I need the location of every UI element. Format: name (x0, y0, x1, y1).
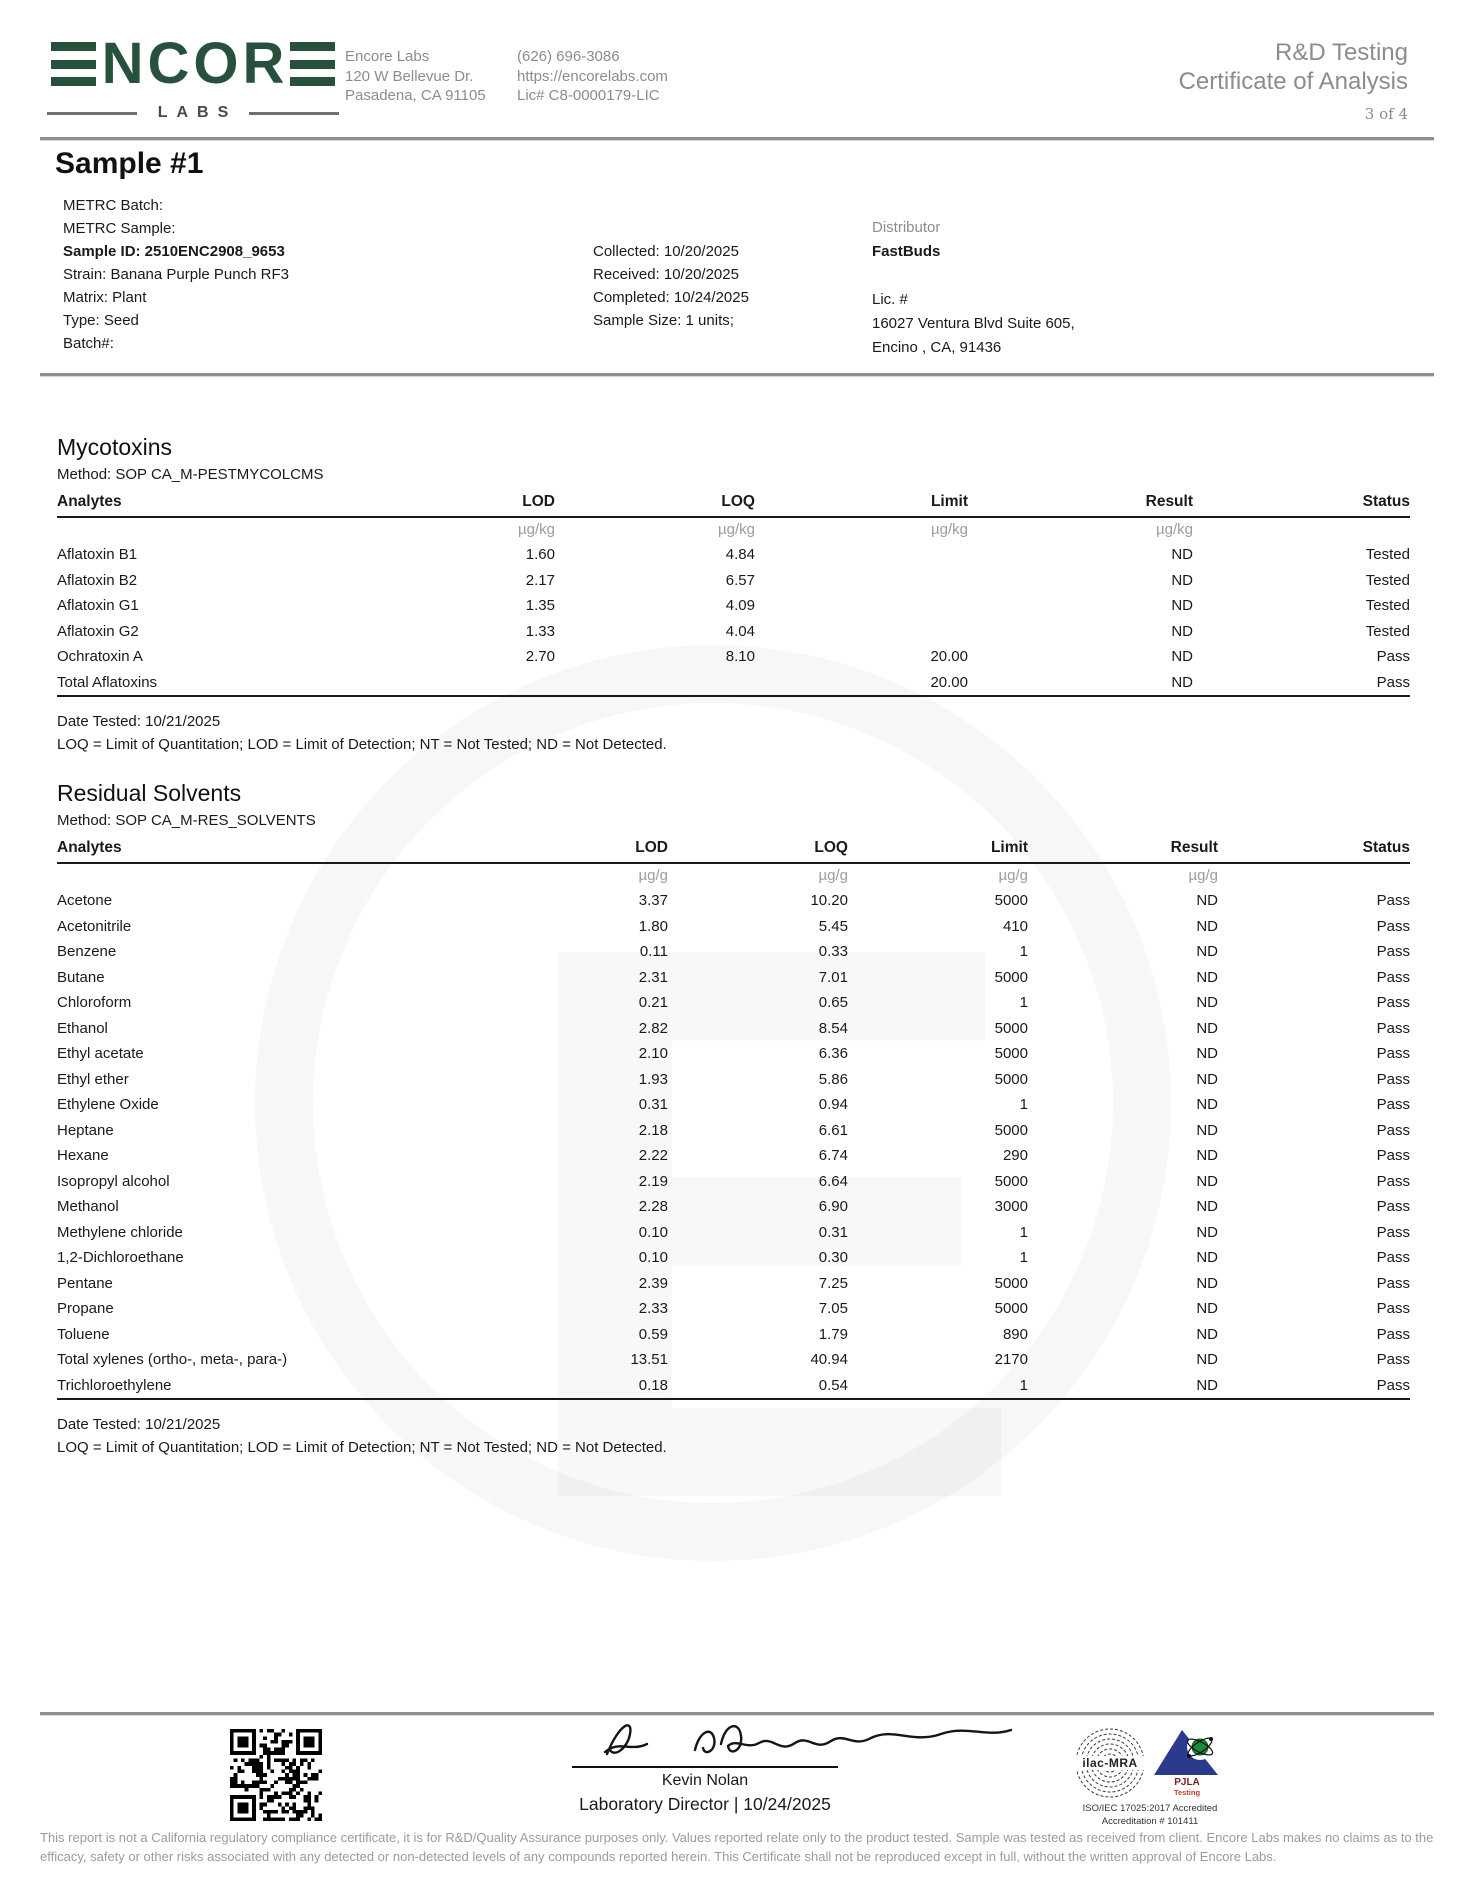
cell-lod: 1.33 (525, 622, 555, 640)
logo-labs-row (47, 104, 339, 122)
encore-labs-logo (47, 31, 339, 122)
cell-loq: 0.94 (818, 1096, 848, 1113)
cell-limit: 5000 (994, 968, 1028, 986)
table-row (57, 1092, 1410, 1118)
cell-limit: 5000 (994, 1019, 1028, 1037)
cell-limit: 1 (1019, 943, 1028, 960)
cell-loq: 4.09 (725, 597, 755, 614)
cell-status: Pass (1376, 1274, 1410, 1292)
cell-lod: 2.10 (638, 1045, 668, 1062)
table-row (57, 939, 1410, 965)
cell-result: ND (1171, 648, 1193, 665)
cell-status: Pass (1376, 1019, 1410, 1037)
sample-field: Sample ID: 2510ENC2908_9653 (63, 243, 285, 260)
distributor-block (872, 216, 1075, 360)
cell-loq: 0.30 (818, 1249, 848, 1266)
cell-status: Pass (1376, 917, 1410, 935)
table-row (57, 990, 1410, 1016)
cell-loq: 0.33 (818, 943, 848, 960)
residual-solvents-title: Residual Solvents (57, 780, 242, 806)
report-titles (1179, 38, 1408, 123)
table-row (57, 619, 1410, 645)
col-analytes: Analytes (57, 492, 307, 517)
cell-lod: 2.28 (638, 1198, 668, 1215)
cell-limit (755, 593, 968, 619)
cell-lod: 2.18 (638, 1121, 668, 1139)
logo-labs-text: LABS (157, 104, 238, 121)
cell-result: ND (1196, 1172, 1218, 1190)
cell-loq: 0.54 (818, 1376, 848, 1394)
col-status: Status (1193, 492, 1410, 517)
report-title: Certificate of Analysis (1178, 68, 1408, 95)
cell-status: Tested (1365, 571, 1410, 589)
cell-result: ND (1196, 1198, 1218, 1215)
cell-analyte: Pentane (57, 1274, 113, 1292)
cell-status: Pass (1376, 1147, 1410, 1164)
sample-field: METRC Batch: (63, 197, 164, 214)
pjla-label: PJLA (1174, 1777, 1200, 1788)
cell-analyte: Aflatoxin B2 (57, 571, 138, 589)
col-loq: LOQ (668, 838, 848, 863)
cell-limit: 5000 (994, 1274, 1028, 1292)
cell-analyte: Ochratoxin A (57, 648, 143, 665)
cell-limit: 3000 (994, 1198, 1028, 1215)
col-result: Result (968, 492, 1193, 517)
cell-lod: 2.17 (525, 571, 555, 589)
sample-field: Type: Seed (63, 312, 139, 329)
cell-lod: 2.22 (638, 1147, 668, 1164)
cell-analyte: Butane (57, 968, 105, 986)
cell-lod: 1.35 (525, 597, 555, 614)
table-header-row (57, 838, 1410, 863)
mycotoxins-section (57, 434, 1410, 756)
sample-field: Received: 10/20/2025 (593, 266, 739, 283)
table-row (57, 593, 1410, 619)
cell-loq: 6.64 (818, 1172, 848, 1190)
signature (575, 1710, 1025, 1768)
sample-field: Matrix: Plant (63, 289, 147, 306)
unit-limit: µg/g (998, 867, 1028, 884)
col-limit: Limit (848, 838, 1028, 863)
lab-address-line1: 120 W Bellevue Dr. (345, 67, 474, 85)
legend: LOQ = Limit of Quantitation; LOD = Limit of Detection; NT = Not Tested; ND = Not Detected. (57, 1439, 667, 1456)
sample-field: Collected: 10/20/2025 (593, 243, 739, 260)
residual-solvents-method: Method: SOP CA_M-RES_SOLVENTS (57, 812, 316, 829)
distributor-field: 16027 Ventura Blvd Suite 605, (872, 315, 1075, 332)
col-analytes: Analytes (57, 838, 487, 863)
cell-result: ND (1196, 968, 1218, 986)
cell-analyte: Chloroform (57, 994, 132, 1011)
cell-result: ND (1196, 1147, 1218, 1164)
mycotoxins-notes (57, 710, 1410, 756)
cell-status: Tested (1365, 597, 1410, 614)
table-row (57, 1373, 1410, 1400)
cell-lod: 1.80 (638, 917, 668, 935)
sample-field: Completed: 10/24/2025 (593, 289, 749, 306)
page-number: 3 of 4 (1364, 105, 1408, 123)
mycotoxins-table (57, 492, 1410, 697)
signer-title: Laboratory Director | 10/24/2025 (579, 1794, 831, 1814)
cell-lod (307, 670, 555, 697)
table-row (57, 888, 1410, 914)
signer-name: Kevin Nolan (661, 1772, 749, 1789)
cell-status: Pass (1376, 1096, 1410, 1113)
table-row (57, 644, 1410, 670)
cell-lod: 0.11 (639, 943, 668, 960)
cell-loq: 7.05 (818, 1300, 848, 1317)
cell-limit: 1 (1019, 1223, 1028, 1241)
cell-result: ND (1196, 1300, 1218, 1317)
cell-limit: 2170 (994, 1351, 1028, 1368)
cell-lod: 2.70 (525, 648, 555, 665)
cell-result: ND (1196, 1223, 1218, 1241)
sample-fields-dates (593, 240, 749, 332)
cell-limit (755, 542, 968, 568)
cell-status: Pass (1376, 968, 1410, 986)
lab-name: Encore Labs (345, 48, 430, 65)
cell-lod: 0.59 (638, 1325, 668, 1343)
cell-limit: 20.00 (930, 673, 968, 691)
cell-status: Pass (1376, 943, 1410, 960)
cell-status: Pass (1376, 1351, 1410, 1368)
cell-status: Pass (1376, 1300, 1410, 1317)
header-divider (40, 137, 1434, 141)
residual-solvents-section (57, 780, 1410, 1459)
lab-address-line2: Pasadena, CA 91105 (345, 87, 486, 104)
iso-accredited-line: ISO/IEC 17025:2017 Accredited (1082, 1803, 1218, 1814)
cell-status: Pass (1376, 1121, 1410, 1139)
table-row (57, 1347, 1410, 1373)
table-row (57, 1143, 1410, 1169)
ilac-mra-label: ilac-MRA (1074, 1756, 1146, 1770)
cell-status: Pass (1376, 892, 1410, 909)
lab-address-block (345, 47, 486, 106)
cell-result: ND (1196, 1045, 1218, 1062)
lab-contact-block (517, 47, 668, 106)
cell-analyte: Aflatoxin B1 (57, 546, 138, 563)
date-tested: Date Tested: 10/21/2025 (57, 1416, 221, 1433)
cell-result: ND (1171, 622, 1193, 640)
col-lod: LOD (307, 492, 555, 517)
table-row (57, 1169, 1410, 1195)
cell-analyte: Aflatoxin G2 (57, 622, 139, 640)
distributor-field: FastBuds (872, 243, 941, 260)
col-limit: Limit (755, 492, 968, 517)
cell-status: Pass (1376, 648, 1410, 665)
cell-status: Pass (1376, 994, 1410, 1011)
cell-result: ND (1196, 1351, 1218, 1368)
cell-limit: 290 (1002, 1147, 1028, 1164)
distributor-field: Distributor (872, 219, 941, 236)
cell-limit: 5000 (994, 1172, 1028, 1190)
cell-status: Pass (1376, 1070, 1410, 1088)
unit-result: µg/kg (1156, 521, 1193, 538)
cell-loq: 6.57 (725, 571, 755, 589)
distributor-field: Lic. # (872, 291, 908, 308)
cell-loq: 4.84 (725, 546, 755, 563)
col-loq: LOQ (555, 492, 755, 517)
cell-loq: 0.31 (818, 1223, 848, 1241)
table-row (57, 1041, 1410, 1067)
cell-lod: 0.10 (638, 1223, 668, 1241)
cell-loq: 7.25 (818, 1274, 848, 1292)
cell-limit (755, 619, 968, 645)
cell-limit: 5000 (994, 1121, 1028, 1139)
cell-loq: 1.79 (818, 1325, 848, 1343)
table-row (57, 1245, 1410, 1271)
cell-analyte: Ethyl ether (57, 1070, 129, 1088)
accreditation-text (1066, 1802, 1234, 1828)
cell-result: ND (1196, 892, 1218, 909)
cell-loq: 8.54 (818, 1019, 848, 1037)
cell-loq: 6.36 (818, 1045, 848, 1062)
table-row (57, 1296, 1410, 1322)
cell-analyte: Hexane (57, 1147, 109, 1164)
lab-license: Lic# C8-0000179-LIC (517, 87, 660, 104)
cell-analyte: 1,2-Dichloroethane (57, 1249, 184, 1266)
col-result: Result (1028, 838, 1218, 863)
sample-title: Sample #1 (55, 147, 204, 180)
cell-status: Pass (1376, 1249, 1410, 1266)
cell-analyte: Total Aflatoxins (57, 673, 158, 691)
cell-lod: 0.21 (638, 994, 668, 1011)
cell-result: ND (1196, 917, 1218, 935)
mycotoxins-title: Mycotoxins (57, 434, 173, 460)
cell-limit: 1 (1019, 1376, 1028, 1394)
cell-limit: 5000 (994, 1070, 1028, 1088)
cell-loq: 4.04 (725, 622, 755, 640)
cell-limit (755, 568, 968, 594)
logo-rule-left (47, 112, 137, 115)
col-status: Status (1218, 838, 1410, 863)
lab-phone: (626) 696-3086 (517, 48, 620, 65)
cell-result: ND (1196, 1325, 1218, 1343)
cell-limit: 1 (1019, 1249, 1028, 1266)
logo-rule-right (249, 112, 339, 115)
cell-result: ND (1196, 994, 1218, 1011)
ilac-mra-badge (1074, 1727, 1146, 1799)
pjla-badge (1148, 1727, 1226, 1799)
unit-limit: µg/kg (931, 521, 968, 538)
cell-limit: 410 (1002, 917, 1028, 935)
signature-line (572, 1766, 838, 1768)
table-row (57, 1016, 1410, 1042)
cell-result: ND (1196, 1019, 1218, 1037)
cell-limit: 5000 (994, 1045, 1028, 1062)
cell-lod: 2.33 (638, 1300, 668, 1317)
legend: LOQ = Limit of Quantitation; LOD = Limit of Detection; NT = Not Tested; ND = Not Detected. (57, 736, 667, 753)
cell-loq: 10.20 (810, 892, 848, 909)
cell-loq: 6.74 (818, 1147, 848, 1164)
cell-result: ND (1196, 1121, 1218, 1139)
cell-analyte: Methanol (57, 1198, 119, 1215)
cell-loq: 5.45 (818, 917, 848, 935)
cell-result: ND (1196, 1376, 1218, 1394)
date-tested: Date Tested: 10/21/2025 (57, 713, 221, 730)
distributor-field: Encino , CA, 91436 (872, 339, 1002, 356)
qr-code (230, 1729, 322, 1821)
cell-result: ND (1196, 943, 1218, 960)
table-row (57, 914, 1410, 940)
table-row (57, 965, 1410, 991)
cell-loq: 6.90 (818, 1198, 848, 1215)
cell-limit: 5000 (994, 892, 1028, 909)
residual-solvents-table (57, 838, 1410, 1400)
cell-limit: 5000 (994, 1300, 1028, 1317)
units-row (57, 517, 1410, 542)
sample-field: Sample Size: 1 units; (593, 312, 734, 329)
cell-analyte: Isopropyl alcohol (57, 1172, 170, 1190)
cell-analyte: Ethylene Oxide (57, 1096, 159, 1113)
units-row (57, 863, 1410, 888)
table-row (57, 1067, 1410, 1093)
cell-lod: 0.18 (638, 1376, 668, 1394)
disclaimer-text: This report is not a California regulatory compliance certificate, it is for R&D/Quality Assurance purposes only. Values reported relate only to the product tested. Sample was tested as received from client. Encore Labs makes no claims as to the efficacy, safety or other risks associated with any detected or non-detected levels of any compounds reported herein. This Certificate shall not be reproduced except in full, without the written approval of Encore Labs. (40, 1830, 1434, 1864)
cell-analyte: Toluene (57, 1325, 110, 1343)
pjla-sublabel: Testing (1173, 1788, 1201, 1797)
table-row (57, 568, 1410, 594)
cell-analyte: Heptane (57, 1121, 114, 1139)
table-row (57, 1118, 1410, 1144)
report-type: R&D Testing (1275, 39, 1408, 66)
cell-result: ND (1196, 1249, 1218, 1266)
cell-limit: 890 (1002, 1325, 1028, 1343)
cell-status: Pass (1376, 1376, 1410, 1394)
cell-result: ND (1196, 1274, 1218, 1292)
cell-lod: 1.93 (638, 1070, 668, 1088)
sample-divider (40, 373, 1434, 377)
cell-analyte: Trichloroethylene (57, 1376, 172, 1394)
unit-lod: µg/g (638, 867, 668, 884)
unit-lod: µg/kg (518, 521, 555, 538)
cell-loq: 7.01 (818, 968, 848, 986)
cell-lod: 0.10 (638, 1249, 668, 1266)
cell-loq: 5.86 (818, 1070, 848, 1088)
cell-lod: 2.31 (638, 968, 668, 986)
table-row (57, 670, 1410, 697)
table-row (57, 1220, 1410, 1246)
cell-lod: 3.37 (638, 892, 668, 909)
cell-result: ND (1196, 1070, 1218, 1088)
unit-loq: µg/g (818, 867, 848, 884)
cell-status: Pass (1376, 1223, 1410, 1241)
cell-lod: 2.19 (638, 1172, 668, 1190)
accreditation-badges (1066, 1727, 1234, 1828)
cell-status: Pass (1376, 1172, 1410, 1190)
unit-loq: µg/kg (718, 521, 755, 538)
cell-lod: 2.39 (638, 1274, 668, 1292)
table-header-row (57, 492, 1410, 517)
cell-analyte: Aflatoxin G1 (57, 597, 139, 614)
cell-limit: 1 (1019, 1096, 1028, 1113)
lab-website: https://encorelabs.com (517, 67, 668, 85)
cell-result: ND (1171, 597, 1193, 614)
accreditation-number: Accreditation # 101411 (1101, 1816, 1199, 1827)
cell-result: ND (1196, 1096, 1218, 1113)
cell-status: Pass (1376, 1325, 1410, 1343)
mycotoxins-method: Method: SOP CA_M-PESTMYCOLCMS (57, 466, 324, 483)
cell-limit: 1 (1019, 994, 1028, 1011)
cell-loq: 0.65 (818, 994, 848, 1011)
table-row (57, 1322, 1410, 1348)
cell-status: Pass (1376, 673, 1410, 691)
cell-analyte: Benzene (57, 943, 117, 960)
cell-lod: 0.31 (638, 1096, 668, 1113)
cell-loq (555, 670, 755, 697)
residual-solvents-notes (57, 1413, 1410, 1459)
cell-lod: 1.60 (525, 546, 555, 563)
logo-wordmark: N C O R (47, 40, 339, 88)
sample-field: METRC Sample: (63, 220, 176, 237)
cell-status: Tested (1365, 622, 1410, 640)
cell-loq: 8.10 (725, 648, 755, 665)
cell-analyte: Total xylenes (ortho-, meta-, para-) (57, 1351, 288, 1368)
cell-status: Tested (1365, 546, 1410, 563)
cell-analyte: Methylene chloride (57, 1223, 183, 1241)
sample-field: Batch#: (63, 335, 114, 352)
cell-analyte: Acetonitrile (57, 917, 132, 935)
distributor-field (872, 264, 1075, 288)
sample-field: Strain: Banana Purple Punch RF3 (63, 266, 289, 283)
cell-limit: 20.00 (930, 648, 968, 665)
cell-loq: 40.94 (810, 1351, 848, 1368)
cell-loq: 6.61 (818, 1121, 848, 1139)
sample-fields-left (63, 194, 289, 355)
cell-analyte: Ethanol (57, 1019, 108, 1037)
col-lod: LOD (487, 838, 668, 863)
cell-lod: 13.51 (630, 1351, 668, 1368)
cell-result: ND (1171, 546, 1193, 563)
cell-status: Pass (1376, 1045, 1410, 1062)
cell-lod: 2.82 (638, 1019, 668, 1037)
cell-analyte: Ethyl acetate (57, 1045, 144, 1062)
cell-analyte: Propane (57, 1300, 114, 1317)
cell-status: Pass (1376, 1198, 1410, 1215)
cell-result: ND (1171, 571, 1193, 589)
cell-analyte: Acetone (57, 892, 113, 909)
cell-result: ND (1171, 673, 1193, 691)
table-row (57, 1271, 1410, 1297)
unit-result: µg/g (1188, 867, 1218, 884)
table-row (57, 542, 1410, 568)
table-row (57, 1194, 1410, 1220)
